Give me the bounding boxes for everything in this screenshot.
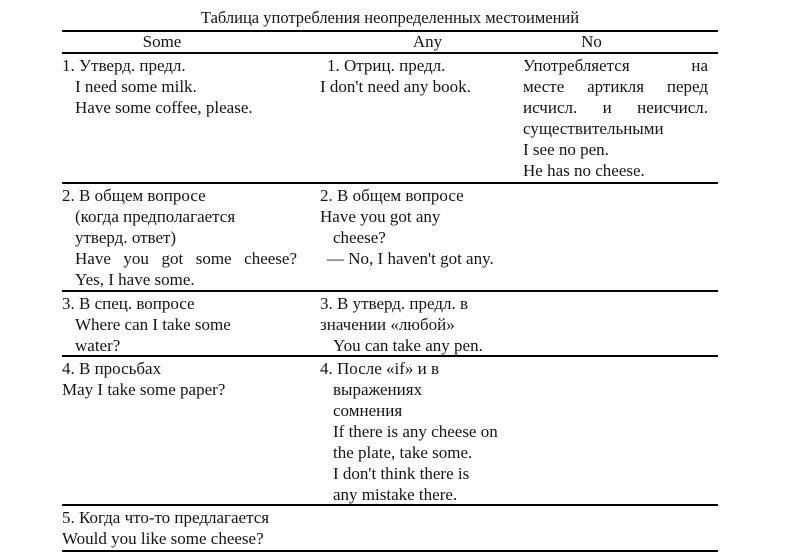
cell-no-1 (515, 54, 718, 182)
cell-line: any mistake there. (333, 485, 458, 504)
cell-line: — No, I haven't got any. (327, 249, 494, 268)
cell-line: Have some coffee, please. (75, 98, 253, 117)
pronouns-usage-table (62, 30, 718, 552)
cell-some-5 (62, 506, 318, 550)
column-header-any: Any (412, 32, 443, 51)
cell-line: Would you like some cheese? (62, 529, 264, 548)
table-header-row (62, 32, 718, 54)
cell-any-4 (318, 357, 515, 504)
document-page (62, 8, 718, 552)
cell-line: 4. После «if» и в (320, 359, 440, 378)
column-header-some: Some (142, 32, 182, 51)
cell-any-1 (318, 54, 515, 182)
cell-line: 3. В спец. вопросе (62, 294, 195, 313)
cell-line: If there is any cheese on (333, 422, 498, 441)
cell-line: I see no pen. (523, 140, 609, 159)
cell-line: 2. В общем вопросе (320, 186, 464, 205)
cell-line: 3. В утверд. предл. в (320, 294, 468, 313)
cell-line: Yes, I have some. (75, 270, 195, 289)
cell-line: the plate, take some. (333, 443, 473, 462)
cell-no-5 (515, 506, 718, 550)
cell-line: 5. Когда что-то предлагается (62, 508, 270, 527)
cell-some-1 (62, 54, 318, 182)
table-row-1 (62, 54, 718, 184)
cell-line: выражениях (333, 380, 423, 399)
cell-line: 1. Отриц. предл. (327, 56, 446, 75)
cell-line: значении «любой» (320, 315, 455, 334)
cell-line: 2. В общем вопросе (62, 186, 206, 205)
cell-line: Have you got some cheese? (75, 249, 297, 268)
cell-some-3 (62, 292, 318, 355)
cell-no-4 (515, 357, 718, 504)
cell-line: I need some milk. (75, 77, 197, 96)
cell-line: water? (75, 336, 121, 355)
cell-some-4 (62, 357, 318, 504)
cell-line: Where can I take some (75, 315, 231, 334)
cell-line: I don't need any book. (320, 77, 471, 96)
cell-line: I don't think there is (333, 464, 470, 483)
cell-line: исчисл. и неисчисл. (523, 98, 708, 117)
cell-no-2 (515, 184, 718, 290)
cell-line: (когда предполагается (75, 207, 236, 226)
table-row-3 (62, 292, 718, 357)
table-title: Таблица употребления неопределенных местоимений (200, 8, 580, 27)
cell-line: 4. В просьбах (62, 359, 162, 378)
cell-line: месте артикля перед (523, 77, 708, 96)
cell-line: Have you got any (320, 207, 441, 226)
cell-no-3 (515, 292, 718, 355)
table-row-4 (62, 357, 718, 506)
cell-line: He has no cheese. (523, 161, 645, 180)
cell-line: You can take any pen. (333, 336, 483, 355)
cell-line: 1. Утверд. предл. (62, 56, 186, 75)
table-row-5 (62, 506, 718, 552)
cell-any-2 (318, 184, 515, 290)
cell-line: cheese? (333, 228, 386, 247)
cell-some-2 (62, 184, 318, 290)
cell-any-3 (318, 292, 515, 355)
cell-line: сомнения (333, 401, 403, 420)
cell-line: Употребляется на (523, 56, 708, 75)
cell-line: утверд. ответ) (75, 228, 177, 247)
column-header-no: No (581, 32, 602, 51)
cell-any-5 (318, 506, 515, 550)
table-row-2 (62, 184, 718, 292)
cell-line: May I take some paper? (62, 380, 226, 399)
cell-line: существительными (523, 119, 664, 138)
